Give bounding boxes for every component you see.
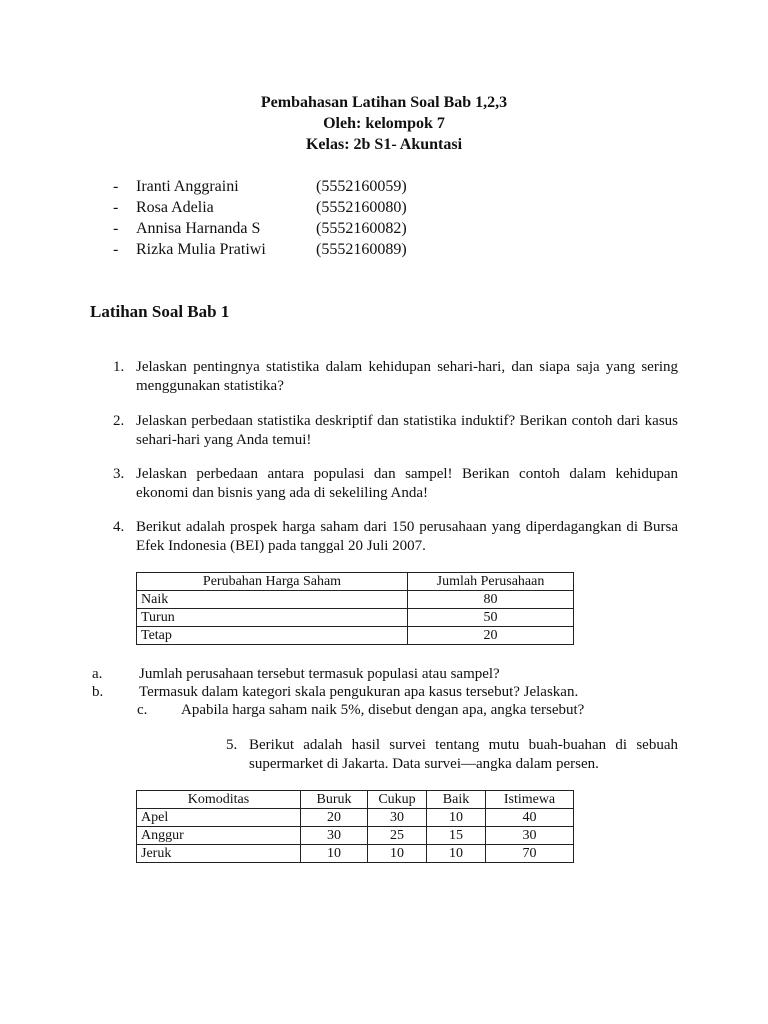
subquestion-text: Jumlah perusahaan tersebut termasuk populasi atau sampel? (139, 666, 500, 682)
table-header-cell: Komoditas (137, 791, 301, 809)
stock-change-table (136, 572, 574, 645)
table-cell: 30 (301, 827, 368, 845)
table-header-cell: Buruk (301, 791, 368, 809)
fruit-quality-table (136, 790, 574, 863)
table-row (137, 591, 574, 609)
table-cell: 10 (427, 845, 486, 863)
table-row (137, 845, 574, 863)
table-cell: 20 (408, 627, 574, 645)
question-number: 4. (113, 519, 125, 535)
subquestion-text: Apabila harga saham naik 5%, disebut dengan apa, angka tersebut? (181, 702, 585, 718)
table-cell: Turun (137, 609, 408, 627)
table-cell: 30 (368, 809, 427, 827)
question-item (113, 465, 678, 503)
question-number: 1. (113, 359, 125, 375)
table-header-cell: Perubahan Harga Saham (137, 573, 408, 591)
member-name: Rizka Mulia Pratiwi (136, 241, 266, 258)
table-cell: 40 (486, 809, 574, 827)
table-cell: 25 (368, 827, 427, 845)
document-title: Pembahasan Latihan Soal Bab 1,2,3 (260, 94, 508, 111)
question-number: 5. (226, 737, 238, 753)
table-cell: 10 (301, 845, 368, 863)
class-label: Kelas: 2b S1- Akuntasi (305, 136, 463, 153)
table-cell: Tetap (137, 627, 408, 645)
subquestion-item (137, 701, 657, 720)
table-cell: 20 (301, 809, 368, 827)
question-text: Jelaskan pentingnya statistika dalam kehidupan sehari-hari, dan siapa saja yang sering menggunakan statistika? (136, 359, 678, 394)
subquestion-item (92, 683, 652, 702)
group-label: Oleh: kelompok 7 (323, 115, 445, 132)
table-cell: 10 (368, 845, 427, 863)
table-header-row (137, 791, 574, 809)
list-dash: - (113, 241, 119, 258)
member-name: Annisa Harnanda S (136, 220, 261, 237)
question-item (113, 358, 678, 396)
table-cell: 70 (486, 845, 574, 863)
table-row (137, 809, 574, 827)
member-row (113, 239, 433, 260)
table-header-cell: Jumlah Perusahaan (408, 573, 574, 591)
member-row (113, 176, 433, 197)
table-cell: Naik (137, 591, 408, 609)
table-cell: 10 (427, 809, 486, 827)
member-row (113, 218, 433, 239)
table-cell: Apel (137, 809, 301, 827)
list-dash: - (113, 199, 119, 216)
member-id: (5552160059) (316, 178, 407, 195)
question-item (113, 518, 678, 556)
question-item (113, 412, 678, 450)
table-header-cell: Cukup (368, 791, 427, 809)
member-name: Rosa Adelia (136, 199, 214, 216)
section-title: Latihan Soal Bab 1 (90, 302, 230, 321)
table-cell: 30 (486, 827, 574, 845)
table-cell: 80 (408, 591, 574, 609)
question-number: 2. (113, 413, 125, 429)
member-id: (5552160080) (316, 199, 407, 216)
table-header-cell: Baik (427, 791, 486, 809)
table-header-cell: Istimewa (486, 791, 574, 809)
member-row (113, 197, 433, 218)
table-row (137, 609, 574, 627)
question-number: 3. (113, 466, 125, 482)
question-item (226, 736, 678, 774)
table-cell: 15 (427, 827, 486, 845)
subquestion-label: b. (92, 684, 104, 700)
question-text: Berikut adalah hasil survei tentang mutu buah-buahan di sebuah supermarket di Jakarta. Data survei—angka dalam persen. (249, 737, 678, 772)
table-cell: Jeruk (137, 845, 301, 863)
question-text: Jelaskan perbedaan statistika deskriptif dan statistika induktif? Berikan contoh dari kasus sehari-hari yang Anda temui! (136, 413, 678, 448)
subquestion-item (92, 665, 652, 684)
question-text: Jelaskan perbedaan antara populasi dan sampel! Berikan contoh dalam kehidupan ekonomi dan bisnis yang ada di sekeliling Anda! (136, 466, 678, 501)
table-row (137, 627, 574, 645)
table-cell: 50 (408, 609, 574, 627)
member-id: (5552160089) (316, 241, 407, 258)
list-dash: - (113, 178, 119, 195)
question-text: Berikut adalah prospek harga saham dari 150 perusahaan yang diperdagangkan di Bursa Efek Indonesia (BEI) pada tanggal 20 Juli 2007. (136, 519, 678, 554)
member-name: Iranti Anggraini (136, 178, 239, 195)
table-header-row (137, 573, 574, 591)
subquestion-label: c. (137, 702, 148, 718)
subquestion-label: a. (92, 666, 103, 682)
list-dash: - (113, 220, 119, 237)
subquestion-text: Termasuk dalam kategori skala pengukuran apa kasus tersebut? Jelaskan. (139, 684, 579, 700)
member-id: (5552160082) (316, 220, 407, 237)
table-cell: Anggur (137, 827, 301, 845)
table-row (137, 827, 574, 845)
